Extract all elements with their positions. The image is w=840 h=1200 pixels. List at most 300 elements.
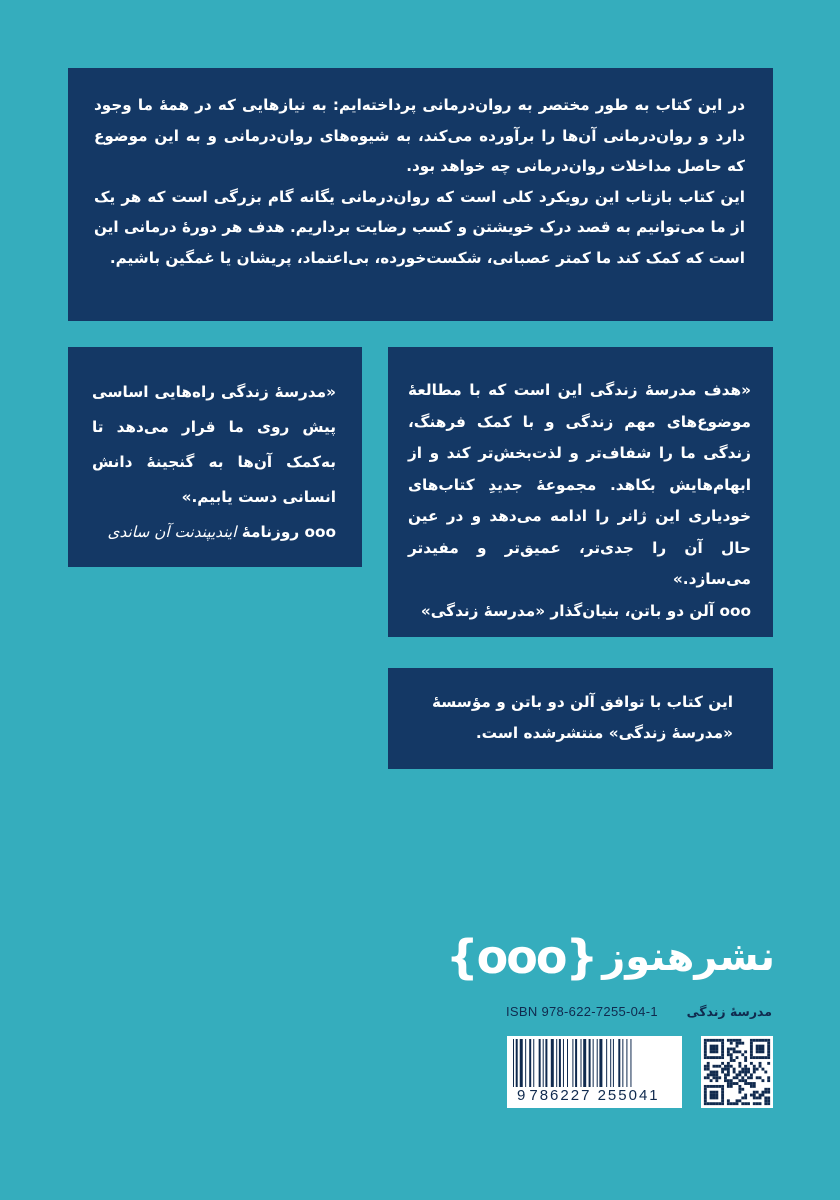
barcode-bar (556, 1039, 557, 1087)
qr-module (756, 1076, 759, 1079)
barcode-lead-digit: 9 (517, 1087, 526, 1104)
qr-module (721, 1056, 724, 1059)
qr-module (756, 1048, 759, 1051)
qr-module (744, 1056, 747, 1059)
qr-module (713, 1094, 716, 1097)
qr-module (756, 1068, 759, 1071)
qr-module (750, 1076, 753, 1079)
qr-module (724, 1065, 727, 1068)
qr-module (759, 1096, 762, 1099)
barcode (507, 1036, 682, 1108)
qr-module (744, 1102, 747, 1105)
qr-module (710, 1094, 713, 1097)
barcode-bar (630, 1039, 631, 1087)
qr-module (759, 1102, 762, 1105)
qr-module (713, 1071, 716, 1074)
qr-module (710, 1085, 713, 1088)
qr-module (704, 1045, 707, 1048)
quote-source (92, 515, 336, 550)
qr-module (761, 1050, 764, 1053)
barcode-bar (626, 1039, 627, 1087)
qr-module (764, 1096, 767, 1099)
qr-module (713, 1050, 716, 1053)
qr-module (759, 1045, 762, 1048)
qr-module (756, 1091, 759, 1094)
qr-module (750, 1045, 753, 1048)
qr-module (715, 1079, 718, 1082)
qr-module (730, 1082, 733, 1085)
qr-module (721, 1048, 724, 1051)
barcode-bar (559, 1039, 561, 1087)
qr-module (727, 1079, 730, 1082)
qr-module (764, 1056, 767, 1059)
barcode-bar (525, 1039, 526, 1087)
qr-module (715, 1096, 718, 1099)
qr-module (756, 1056, 759, 1059)
qr-module (750, 1056, 753, 1059)
qr-module (747, 1071, 750, 1074)
qr-module (724, 1076, 727, 1079)
qr-module (704, 1068, 707, 1071)
qr-module (715, 1065, 718, 1068)
qr-module (738, 1042, 741, 1045)
qr-module (736, 1056, 739, 1059)
qr-module (721, 1068, 724, 1071)
qr-code (701, 1036, 773, 1108)
qr-module (724, 1073, 727, 1076)
qr-module (704, 1094, 707, 1097)
qr-module (767, 1053, 770, 1056)
qr-module (733, 1039, 736, 1042)
qr-module (727, 1082, 730, 1085)
qr-module (707, 1062, 710, 1065)
qr-module (730, 1059, 733, 1062)
qr-module (715, 1102, 718, 1105)
qr-module (759, 1048, 762, 1051)
qr-module (707, 1073, 710, 1076)
qr-module (721, 1050, 724, 1053)
barcode-bar (563, 1039, 564, 1087)
qr-module (753, 1056, 756, 1059)
qr-module (715, 1094, 718, 1097)
qr-module (710, 1073, 713, 1076)
qr-module (738, 1099, 741, 1102)
qr-module (710, 1091, 713, 1094)
qr-module (759, 1094, 762, 1097)
qr-module (736, 1050, 739, 1053)
barcode-bar (545, 1039, 547, 1087)
qr-module (744, 1082, 747, 1085)
qr-module (753, 1065, 756, 1068)
qr-module (750, 1050, 753, 1053)
qr-module (759, 1062, 762, 1065)
qr-module (767, 1076, 770, 1079)
qr-module (761, 1048, 764, 1051)
qr-module (713, 1096, 716, 1099)
qr-module (744, 1073, 747, 1076)
qr-module (744, 1050, 747, 1053)
qr-module (741, 1079, 744, 1082)
qr-module (713, 1056, 716, 1059)
qr-module (753, 1082, 756, 1085)
qr-module (767, 1088, 770, 1091)
qr-module (707, 1065, 710, 1068)
qr-module (767, 1039, 770, 1042)
qr-module (713, 1091, 716, 1094)
description-paragraph-1: در این کتاب به طور مختصر به روان‌درمانی پرداخته‌ایم: به نیازهایی که در همهٔ ما وجود دارد و روان‌درمانی آن‌ها را برآورده می‌کند، به شیوه‌های روان‌درمانی و به این موضوع که حاصل مداخلات روان‌درمانی چه خواهد بود. (94, 96, 745, 175)
qr-module (759, 1039, 762, 1042)
quote-text: «هدف مدرسهٔ زندگی این است که با مطالعهٔ موضوع‌های مهم زندگی و با کمک فرهنگ، زندگی ما را شفاف‌تر و لذت‌بخش‌تر کند و از ابهام‌هایش بکاهد. مجموعهٔ جدیدِ کتاب‌های خودیاری این ژانر را ادامه می‌دهد و در عین حال آن را جدی‌تر، عمیق‌تر و مفیدتر می‌سازد.» (408, 381, 751, 588)
qr-module (727, 1068, 730, 1071)
publication-note-box (388, 668, 773, 769)
qr-module (733, 1082, 736, 1085)
qr-module (713, 1076, 716, 1079)
qr-module (730, 1042, 733, 1045)
barcode-bar (597, 1039, 598, 1087)
qr-module (704, 1102, 707, 1105)
qr-module (767, 1056, 770, 1059)
barcode-bar (567, 1039, 568, 1087)
qr-module (741, 1053, 744, 1056)
qr-module (753, 1094, 756, 1097)
barcode-bar (581, 1039, 582, 1087)
qr-module (713, 1065, 716, 1068)
qr-module (715, 1085, 718, 1088)
qr-module (733, 1071, 736, 1074)
qr-module (727, 1099, 730, 1102)
qr-module (730, 1065, 733, 1068)
qr-module (721, 1096, 724, 1099)
qr-module (718, 1076, 721, 1079)
qr-module (704, 1091, 707, 1094)
qr-module (715, 1071, 718, 1074)
qr-module (718, 1056, 721, 1059)
qr-module (730, 1048, 733, 1051)
qr-module (707, 1085, 710, 1088)
qr-module (750, 1082, 753, 1085)
qr-module (727, 1053, 730, 1056)
qr-module (730, 1056, 733, 1059)
qr-module (721, 1045, 724, 1048)
qr-module (727, 1062, 730, 1065)
qr-module (733, 1048, 736, 1051)
qr-module (710, 1039, 713, 1042)
qr-module (756, 1102, 759, 1105)
qr-module (753, 1039, 756, 1042)
publisher-brace-mark: {ooo} (445, 930, 597, 984)
qr-module (704, 1076, 707, 1079)
qr-module (710, 1048, 713, 1051)
qr-module (747, 1068, 750, 1071)
barcode-bar (618, 1039, 620, 1087)
qr-module (764, 1039, 767, 1042)
qr-module (704, 1088, 707, 1091)
review-quote-independent (68, 347, 362, 567)
qr-module (721, 1099, 724, 1102)
barcode-bar (529, 1039, 531, 1087)
barcode-bar (520, 1039, 523, 1087)
qr-module (704, 1065, 707, 1068)
qr-module (736, 1039, 739, 1042)
qr-module (750, 1073, 753, 1076)
qr-module (721, 1102, 724, 1105)
publisher-name: نشرهنوز (602, 934, 775, 980)
qr-module (738, 1065, 741, 1068)
qr-module (741, 1102, 744, 1105)
barcode-bar (551, 1039, 554, 1087)
qr-module (736, 1102, 739, 1105)
qr-module (721, 1091, 724, 1094)
qr-module (738, 1079, 741, 1082)
qr-module (733, 1050, 736, 1053)
qr-module (764, 1102, 767, 1105)
qr-module (704, 1099, 707, 1102)
qr-module (730, 1079, 733, 1082)
qr-module (707, 1068, 710, 1071)
qr-module (727, 1065, 730, 1068)
qr-module (715, 1050, 718, 1053)
qr-module (759, 1076, 762, 1079)
qr-module (727, 1048, 730, 1051)
qr-module (733, 1076, 736, 1079)
barcode-bar (589, 1039, 591, 1087)
qr-module (721, 1094, 724, 1097)
qr-module (767, 1050, 770, 1053)
barcode-bar (599, 1039, 602, 1087)
barcode-bar (572, 1039, 573, 1087)
qr-module (715, 1091, 718, 1094)
qr-module (710, 1079, 713, 1082)
qr-module (767, 1042, 770, 1045)
qr-module (721, 1088, 724, 1091)
quote-source: ooo آلن دو باتن، بنیان‌گذار «مدرسهٔ زندگی» (420, 601, 751, 620)
barcode-bars (513, 1039, 676, 1087)
qr-module (721, 1071, 724, 1074)
barcode-bar (513, 1039, 514, 1087)
publisher-logo (445, 926, 775, 988)
qr-module (750, 1085, 753, 1088)
qr-module (704, 1039, 707, 1042)
qr-module (715, 1073, 718, 1076)
qr-module (750, 1048, 753, 1051)
qr-module (710, 1102, 713, 1105)
qr-module (761, 1091, 764, 1094)
barcode-bar (575, 1039, 577, 1087)
qr-module (767, 1048, 770, 1051)
qr-module (733, 1059, 736, 1062)
qr-module (750, 1042, 753, 1045)
qr-module (713, 1039, 716, 1042)
qr-module (710, 1056, 713, 1059)
quote-text: «مدرسهٔ زندگی راه‌هایی اساسی پیش روی ما قرار می‌دهد تا به‌کمک آن‌ها به گنجینهٔ دانش انسانی دست یابیم.» (92, 383, 336, 506)
qr-module (744, 1094, 747, 1097)
qr-module (736, 1099, 739, 1102)
qr-module (744, 1059, 747, 1062)
qr-module (753, 1071, 756, 1074)
qr-module (741, 1096, 744, 1099)
qr-module (730, 1039, 733, 1042)
qr-module (715, 1056, 718, 1059)
barcode-bar (593, 1039, 594, 1087)
qr-module (710, 1050, 713, 1053)
qr-module (747, 1076, 750, 1079)
qr-module (744, 1068, 747, 1071)
qr-module (710, 1096, 713, 1099)
qr-module (738, 1050, 741, 1053)
qr-module (767, 1099, 770, 1102)
barcode-bar (613, 1039, 614, 1087)
qr-module (721, 1085, 724, 1088)
qr-module (759, 1050, 762, 1053)
qr-module (759, 1065, 762, 1068)
qr-module (756, 1039, 759, 1042)
qr-module (738, 1062, 741, 1065)
qr-module (738, 1085, 741, 1088)
barcode-bar (622, 1039, 623, 1087)
qr-module (761, 1039, 764, 1042)
qr-module (713, 1048, 716, 1051)
qr-module (738, 1039, 741, 1042)
qr-module (761, 1045, 764, 1048)
qr-module (753, 1102, 756, 1105)
barcode-digits: 786227 255041 (529, 1087, 660, 1104)
barcode-bar (606, 1039, 607, 1087)
qr-module (704, 1053, 707, 1056)
qr-module (736, 1076, 739, 1079)
qr-module (753, 1091, 756, 1094)
qr-module (718, 1085, 721, 1088)
qr-module (727, 1050, 730, 1053)
qr-module (750, 1094, 753, 1097)
source-prefix: ooo روزنامهٔ (241, 523, 336, 541)
qr-module (721, 1062, 724, 1065)
qr-module (707, 1056, 710, 1059)
source-newspaper-title: ایندیپندنت آن ساندی (107, 523, 237, 541)
qr-module (718, 1065, 721, 1068)
qr-module (759, 1056, 762, 1059)
qr-module (733, 1068, 736, 1071)
qr-module (736, 1045, 739, 1048)
qr-module (744, 1079, 747, 1082)
description-paragraph-2: این کتاب بازتاب این رویکرد کلی است که روان‌درمانی یگانه گام بزرگی است که هر یک از ما می‌توانیم به قصد درک خویشتن و کسب رضایت برداریم. هدف هر دورهٔ درمانی این است که کمک کند ما کمتر عصبانی، شکست‌خورده، بی‌اعتماد، پریشان یا غمگین باشیم. (94, 187, 745, 267)
qr-module (733, 1102, 736, 1105)
qr-module (761, 1079, 764, 1082)
qr-module (715, 1076, 718, 1079)
qr-module (741, 1088, 744, 1091)
barcode-bar (533, 1039, 534, 1087)
qr-module (738, 1088, 741, 1091)
qr-module (738, 1071, 741, 1074)
qr-module (721, 1042, 724, 1045)
qr-module (713, 1102, 716, 1105)
qr-module (707, 1102, 710, 1105)
publication-note: این کتاب با توافق آلن دو باتن و مؤسسهٔ «مدرسهٔ زندگی» منتشرشده است. (431, 693, 733, 742)
qr-module (727, 1085, 730, 1088)
qr-module (724, 1068, 727, 1071)
qr-module (756, 1045, 759, 1048)
qr-module (730, 1085, 733, 1088)
qr-module (704, 1048, 707, 1051)
qr-module (715, 1045, 718, 1048)
qr-module (764, 1071, 767, 1074)
qr-module (721, 1053, 724, 1056)
qr-module (761, 1056, 764, 1059)
qr-module (741, 1068, 744, 1071)
qr-module (756, 1096, 759, 1099)
qr-module (767, 1062, 770, 1065)
qr-module (736, 1082, 739, 1085)
qr-module (715, 1048, 718, 1051)
qr-module (767, 1102, 770, 1105)
qr-module (747, 1082, 750, 1085)
qr-module (713, 1085, 716, 1088)
qr-module (741, 1071, 744, 1074)
qr-module (707, 1076, 710, 1079)
qr-module (710, 1071, 713, 1074)
qr-module (753, 1085, 756, 1088)
qr-module (727, 1073, 730, 1076)
qr-module (730, 1053, 733, 1056)
qr-module (750, 1062, 753, 1065)
qr-module (704, 1042, 707, 1045)
qr-module (721, 1039, 724, 1042)
qr-module (744, 1065, 747, 1068)
qr-module (753, 1096, 756, 1099)
qr-module (727, 1102, 730, 1105)
qr-module (713, 1073, 716, 1076)
qr-module (741, 1042, 744, 1045)
barcode-bar (539, 1039, 541, 1087)
qr-module (764, 1088, 767, 1091)
qr-module (750, 1039, 753, 1042)
qr-module (707, 1039, 710, 1042)
qr-module (724, 1079, 727, 1082)
qr-module (736, 1042, 739, 1045)
qr-module (761, 1094, 764, 1097)
barcode-bar (516, 1039, 518, 1087)
qr-module (767, 1091, 770, 1094)
review-quote-de-botton (388, 347, 773, 637)
qr-module (727, 1071, 730, 1074)
qr-module (753, 1068, 756, 1071)
barcode-bar (583, 1039, 586, 1087)
qr-module (744, 1096, 747, 1099)
qr-module (704, 1050, 707, 1053)
series-name: مدرسهٔ زندگی (686, 1004, 772, 1019)
qr-module (736, 1073, 739, 1076)
qr-module (704, 1056, 707, 1059)
barcode-bar (610, 1039, 611, 1087)
qr-module (764, 1091, 767, 1094)
qr-module (715, 1039, 718, 1042)
qr-module (738, 1091, 741, 1094)
qr-module (718, 1039, 721, 1042)
qr-code-pattern (701, 1036, 773, 1108)
description-box (68, 68, 773, 321)
qr-module (767, 1045, 770, 1048)
qr-module (727, 1039, 730, 1042)
qr-module (767, 1079, 770, 1082)
qr-module (744, 1071, 747, 1074)
qr-module (713, 1045, 716, 1048)
qr-module (730, 1102, 733, 1105)
qr-module (710, 1045, 713, 1048)
isbn-label: ISBN 978-622-7255-04-1 (506, 1004, 658, 1019)
qr-module (750, 1053, 753, 1056)
qr-module (767, 1096, 770, 1099)
qr-module (747, 1102, 750, 1105)
barcode-bar (543, 1039, 544, 1087)
